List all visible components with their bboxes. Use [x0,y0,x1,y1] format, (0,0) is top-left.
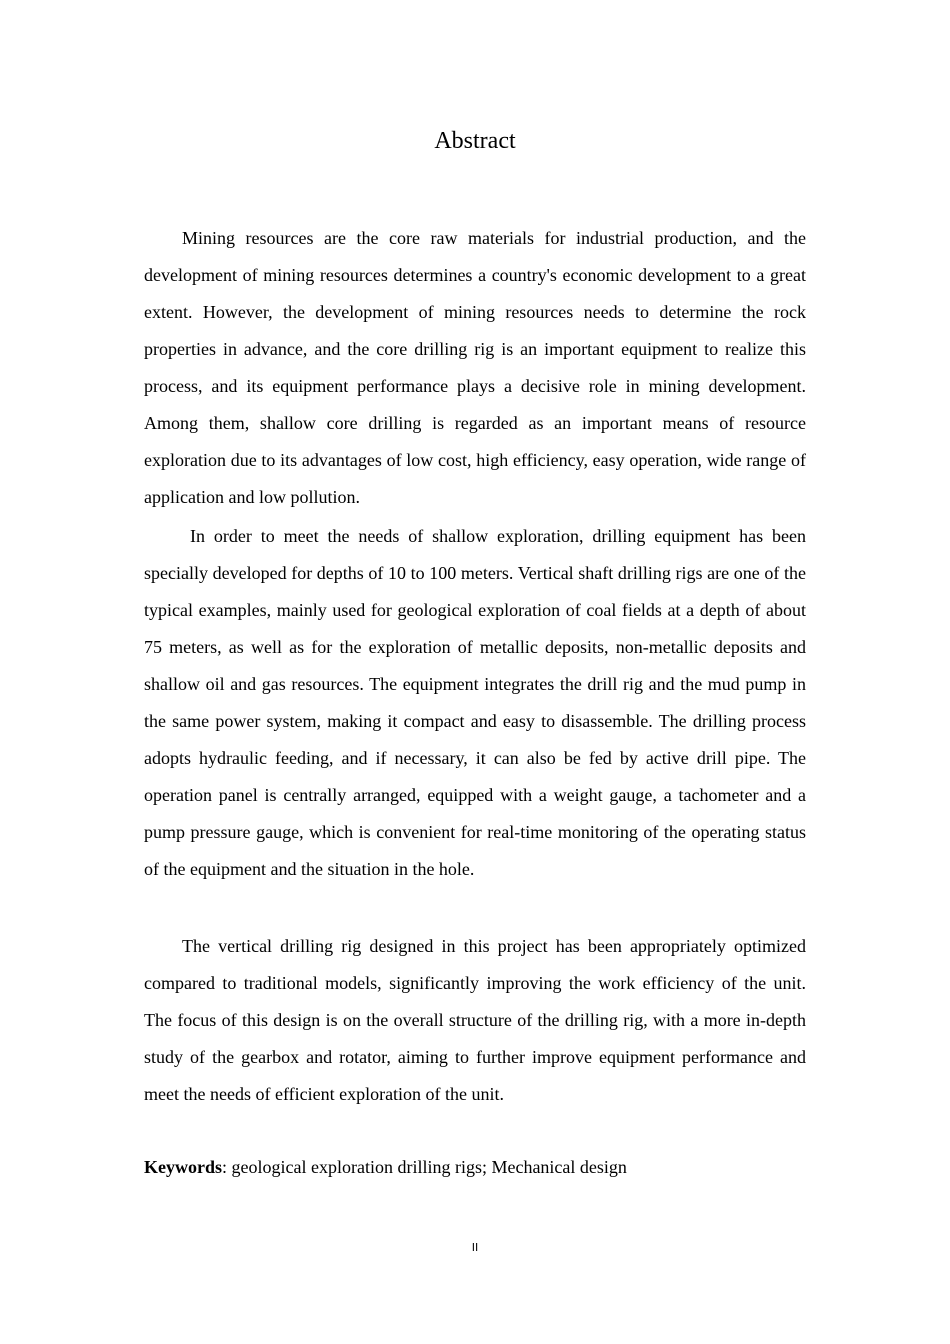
abstract-paragraph-1: Mining resources are the core raw materials for industrial production, and the development of mining resources determines a country's economic development to a great extent. However, the development of mining resources needs to determine the rock properties in advance, and the core drilling rig is an important equipment to realize this process, and its equipment performance plays a decisive role in mining development. Among them, shallow core drilling is regarded as an important means of resource exploration due to its advantages of low cost, high efficiency, easy operation, wide range of application and low pollution. [144,228,806,507]
abstract-paragraph-2: In order to meet the needs of shallow exploration, drilling equipment has been specially developed for depths of 10 to 100 meters. Vertical shaft drilling rigs are one of the typical examples, mainly used for geological exploration of coal fields at a depth of about 75 meters, as well as for the exploration of metallic deposits, non-metallic deposits and shallow oil and gas resources. The equipment integrates the drill rig and the mud pump in the same power system, making it compact and easy to disassemble. The drilling process adopts hydraulic feeding, and if necessary, it can also be fed by active drill pipe. The operation panel is centrally arranged, equipped with a weight gauge, a tachometer and a pump pressure gauge, which is convenient for real-time monitoring of the operating status of the equipment and the situation in the hole. [144,526,806,879]
page-number: II [471,1241,479,1254]
abstract-title: Abstract [434,128,516,154]
keywords-separator: : [222,1157,232,1177]
keywords-label: Keywords [144,1157,222,1177]
keywords-line [144,1152,627,1182]
abstract-paragraph-3: The vertical drilling rig designed in this project has been appropriately optimized compared to traditional models, significantly improving the work efficiency of the unit. The focus of this design is on the overall structure of the drilling rig, with a more in-depth study of the gearbox and rotator, aiming to further improve equipment performance and meet the needs of efficient exploration of the unit. [144,936,806,1104]
keywords-text: geological exploration drilling rigs; Mechanical design [231,1157,627,1177]
